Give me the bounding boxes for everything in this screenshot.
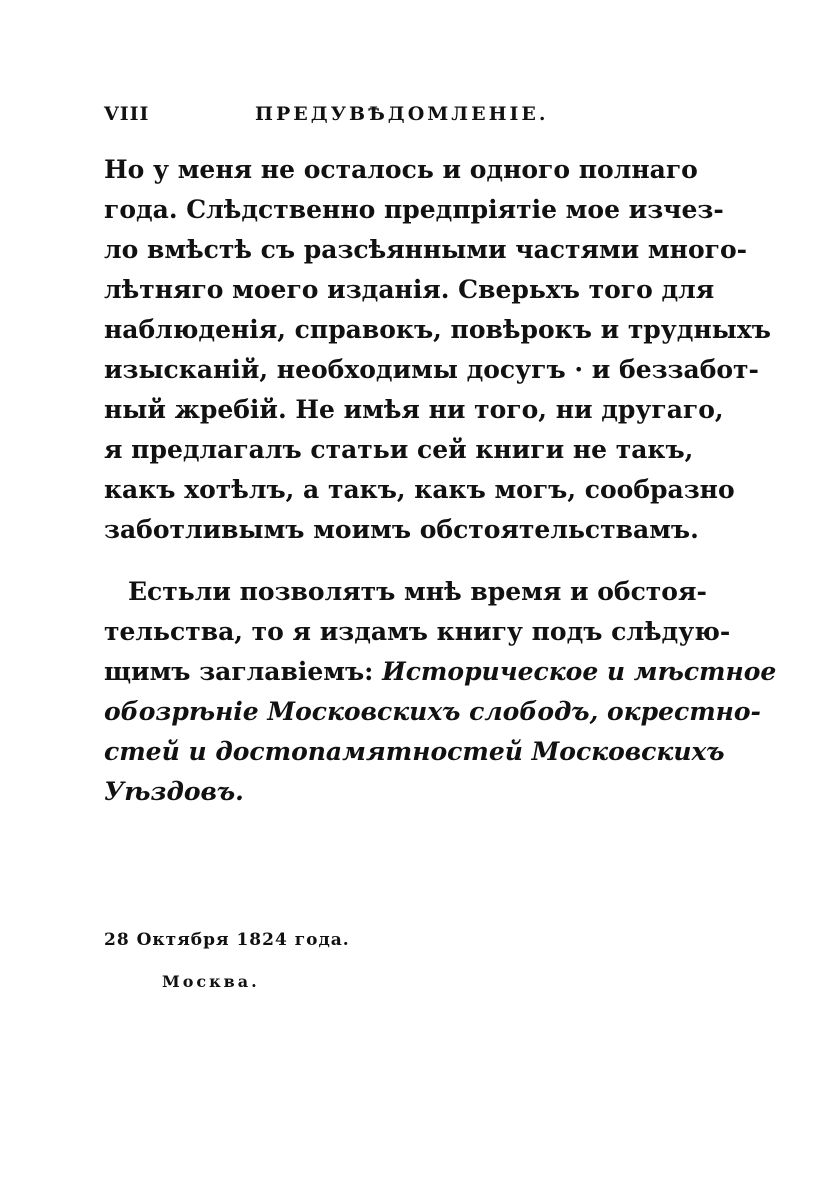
text-line: ный жребій. Не имѣя ни того, ни другаго, [104,395,724,424]
text-line: ло вмѣстѣ съ разсѣянными частями много- [104,235,747,264]
book-title-italic: Уѣздовъ. [104,777,244,806]
book-title-italic: Историческое и мѣстное [382,657,777,686]
text-line: я предлагалъ статьи сей книги не такъ, [104,435,694,464]
text-line: какъ хотѣлъ, а такъ, какъ могъ, сообразно [104,475,735,504]
text-line: тельства, то я издамъ книгу подъ слѣдую- [104,617,731,646]
text-line: Естьли позволятъ мнѣ время и обстоя- [128,577,707,606]
running-title: ПРЕДУВѢДОМЛЕНІЕ. [255,103,549,125]
place-line: Москва. [162,972,260,991]
text-line: наблюденія, справокъ, повѣрокъ и трудныхъ [104,315,771,344]
text-line: лѣтняго моего изданія. Сверьхъ того для [104,275,715,304]
text-line: заботливымъ моимъ обстоятельствамъ. [104,515,699,544]
text-line: изысканій, необходимы досугъ · и беззабот- [104,355,759,384]
book-title-italic: обозрѣніе Московскихъ слободъ, окрестно- [104,697,761,726]
date-line: 28 Октября 1824 года. [104,930,350,950]
text-line [104,652,777,692]
text-line: Но у меня не осталось и одного полнаго [104,155,698,184]
text-segment: щимъ заглавіемъ: [104,657,383,686]
page-number: VIII [104,103,150,125]
book-title-italic: стей и достопамятностей Московскихъ [104,737,725,766]
text-line: года. Слѣдственно предпріятіе мое изчез- [104,195,724,224]
